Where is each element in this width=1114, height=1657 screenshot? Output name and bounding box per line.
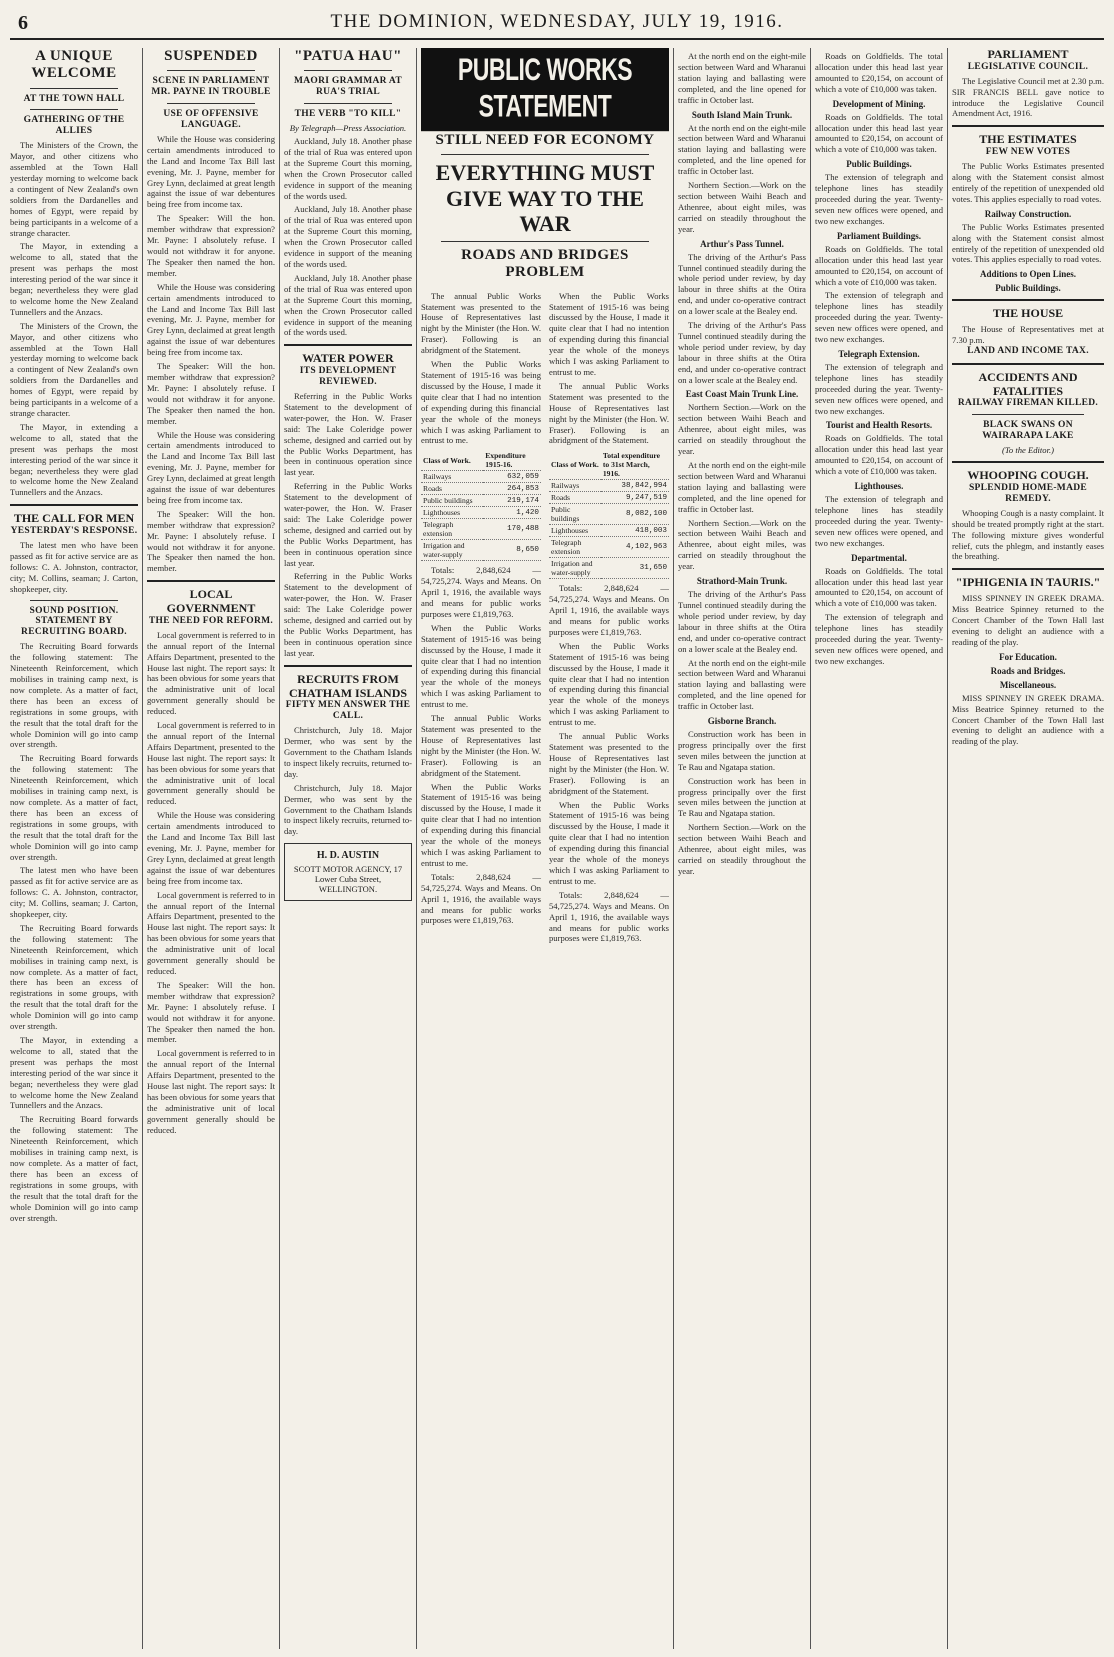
table-row	[549, 504, 669, 525]
article-text: At the north end on the eight-mile section between Ward and Wharanui station laying and ballasting were completed, and the line opened for traffic in October last.	[678, 460, 806, 514]
article-text: The Recruiting Board forwards the following statement: The Nineteenth Reinforcement, which mobilises in training camp next, is now complete. As a matter of fact, there has been an excess of registrations in some groups, with the result that the total draft for the whole Dominion will go into camp over strength.	[10, 922, 138, 1032]
newspaper-page	[10, 8, 1104, 1649]
article-text: When the Public Works Statement of 1915-16 was being discussed by the House, I made it quite clear that I had no intention of expending during this financial year the whole of the moneys which I was asking Parliament to entrust to me.	[549, 799, 669, 886]
article-text: The Recruiting Board forwards the following statement: The Nineteenth Reinforcement, which mobilises in training camp next, is now complete. As a matter of fact, there has been an excess of registrations in some groups, with the result that the total draft for the whole Dominion will go into camp over strength.	[10, 641, 138, 750]
article-text: Construction work has been in progress principally over the first seven miles between the junction at Te Rau and Ngatapa station.	[678, 729, 806, 772]
article-text: The Public Works Estimates presented along with the Statement consist almost entirely of the repetition of unexpended old votes. This applies especially to road votes.	[952, 221, 1104, 265]
article-text: While the House was considering certain amendments introduced to the Land and Income Tax Bill last evening, Mr. J. Payne, member for Grey Lynn, declaimed at great length against the issue of war debentures being free from income tax.	[147, 281, 275, 358]
article-text: The extension of telegraph and telephone lines has steadily proceeded during the year. Twenty-seven new offices were opened, and two new exchanges.	[815, 612, 943, 666]
article-text: The Public Works Estimates presented along with the Statement consist almost entirely of the repetition of unexpended old votes. This applies especially to road votes.	[952, 161, 1104, 204]
table-cell: 418,003	[601, 525, 669, 537]
deck-economy: STILL NEED FOR ECONOMY	[435, 132, 655, 148]
article-text: Roads on Goldfields. The total allocation under this head last year amounted to £20,154, on account of which a vote of £10,000 was taken.	[815, 111, 943, 155]
table-cell: Lighthouses	[549, 525, 601, 537]
article-text: The Recruiting Board forwards the following statement: The Nineteenth Reinforcement, which mobilises in training camp next, is now complete. As a matter of fact, there has been an excess of registrations in some groups, with the result that the total draft for the whole Dominion will go into camp over strength.	[10, 753, 138, 862]
table-cell: 38,842,994	[601, 480, 669, 492]
table-row	[421, 483, 541, 495]
subhead-remedy: SPLENDID HOME-MADE REMEDY.	[968, 483, 1088, 504]
article-text: The driving of the Arthur's Pass Tunnel continued steadily during the whole period under review, by day labour in three shifts at the Otira end, and under co-operative contract on a lower scale at the Bealey end.	[678, 320, 806, 385]
article-text: The latest men who have been passed as fit for active service are as follows: C. A. Johnston, contractor, city; M. Collins, seaman; J. Carton, shopkeeper, city.	[10, 539, 138, 594]
article-text: While the House was considering certain amendments introduced to the Land and Income Tax Bill last evening, Mr. J. Payne, member for Grey Lynn, declaimed at great length against the issue of war debentures being free from income tax.	[147, 429, 275, 505]
subhead-reform: THE NEED FOR REFORM.	[148, 615, 274, 626]
table-row	[549, 492, 669, 504]
table-row	[549, 558, 669, 579]
article-text: At the north end on the eight-mile section between Ward and Wharanui station laying and ballasting were completed, and the line opened for traffic in October last.	[678, 122, 806, 177]
article-text: The House of Representatives met at 7.30 p.m.	[952, 324, 1104, 346]
article-text: Referring in the Public Works Statement to the development of water-power, the Hon. W. Fraser said: The Lake Coleridge power scheme, designed and carried out by the Public Works Department, has been in continuous operation since last year.	[284, 481, 412, 568]
article-text: Northern Section.—Work on the section between Waihi Beach and Athenree, about eight miles, was carried on steadily throughout the year.	[678, 180, 806, 234]
article-text: The Ministers of the Crown, the Mayor, and other citizens who assembled at the Town Hall yesterday morning to welcome back a contingent of New Zealand's own soldiers from the Dardanelles and homes of Egypt, were repaid by being participants in a welcome of a strange character.	[10, 140, 138, 238]
article-text: The Speaker: Will the hon. member withdraw that expression? Mr. Payne: I absolutely refuse. I would not withdraw it for anyone. The Speaker then named the hon. member.	[147, 213, 275, 278]
article-text: Roads on Goldfields. The total allocation under this head last year amounted to £20,154, on account of which a vote of £10,000 was taken.	[815, 433, 943, 477]
table-cell: Railways	[549, 480, 601, 492]
article-text: The Ministers of the Crown, the Mayor, and other citizens who assembled at the Town Hall yesterday morning to welcome back a contingent of New Zealand's own soldiers from the Dardanelles and homes of Egypt, were repaid by being participants in a welcome of a strange character.	[10, 320, 138, 419]
ad-name: H. D. AUSTIN	[316, 850, 380, 862]
article-text: The driving of the Arthur's Pass Tunnel continued steadily during the whole period under review, by day labour in three shifts at the Otira end, and under co-operative contract on a lower scale at the Bealey end.	[678, 589, 806, 654]
article-text: MISS SPINNEY IN GREEK DRAMA. Miss Beatrice Spinney returned to the Concert Chamber of the Town Hall last evening to delight an audience with a reading of the play.	[952, 593, 1104, 647]
subhead-fireman: RAILWAY FIREMAN KILLED.	[957, 398, 1099, 409]
article-text: Local government is referred to in the annual report of the Internal Affairs Department, presented to the House last night. The report says: It has been obvious for some years that the administrative unit of local government generally should be reduced.	[147, 1048, 275, 1135]
subhead: Lighthouses.	[854, 481, 904, 492]
subhead-response: YESTERDAY'S RESPONSE.	[10, 526, 138, 537]
article-text: Christchurch, July 18. Major Dermer, who was sent by the Government to the Chatham Islands to inspect likely recruits, returned to-day.	[284, 782, 412, 837]
article-text: When the Public Works Statement of 1915-16 was being discussed by the House, I made it quite clear that I had no intention of expending during this financial year the whole of the moneys which I was asking Parliament to entrust to me.	[549, 640, 669, 728]
article-text: The annual Public Works Statement was presented to the House of Representatives last night by the Minister (the Hon. W. Fraser). Following is an abridgment of the Statement.	[549, 380, 669, 446]
article-text: Northern Section.—Work on the section between Waihi Beach and Athenree, about eight miles, was carried on steadily throughout the year.	[678, 822, 806, 876]
subhead: East Coast Main Trunk Line.	[685, 389, 799, 400]
table-row	[549, 525, 669, 537]
column-3	[284, 48, 412, 1649]
subhead: Gisborne Branch.	[707, 716, 777, 727]
subhead-recruiting-board: STATEMENT BY RECRUITING BOARD.	[21, 616, 127, 638]
article-text: Local government is referred to in the annual report of the Internal Affairs Department, presented to the House last night. The report says: It has been obvious for some years that the administrative unit of local government generally should be reduced.	[147, 629, 275, 717]
article-text: Totals: 2,848,624 — 54,725,274. Ways and Means. On April 1, 1916, the available ways and means for public works purposes were £1,819,763.	[549, 889, 669, 944]
article-text: Whooping Cough is a nasty complaint. It should be treated promptly right at the start. The following mixture gives wonderful relief, cuts the phlegm, and instantly eases the breathing.	[952, 507, 1104, 562]
column-2	[147, 48, 275, 1649]
article-text: The extension of telegraph and telephone lines has steadily proceeded during the year. Twenty-seven new offices were opened, and two new exchanges.	[815, 290, 943, 345]
table-cell: Irrigation and water-supply	[549, 558, 601, 579]
table-cell: Public buildings	[549, 504, 601, 525]
page-number: 6	[18, 12, 28, 34]
newspaper-title: THE DOMINION, WEDNESDAY, JULY 19, 1916.	[330, 11, 784, 32]
subhead: Strathord-Main Trunk.	[696, 576, 788, 587]
article-text: When the Public Works Statement of 1915-16 was being discussed by the House, I made it quite clear that I had no intention of expending during this financial year the whole of the moneys which I was asking Parliament to entrust to me.	[421, 359, 541, 446]
headline-whooping-cough: WHOOPING COUGH.	[967, 468, 1089, 483]
subhead-verb: THE VERB "TO KILL"	[294, 109, 402, 120]
article-text: The Mayor, in extending a welcome to all, stated that the present was perhaps the most interesting period of the war since it began; nevertheless they were glad to welcome home the New Zealand Tunnellers and the Anzacs.	[10, 421, 138, 498]
table-cell: Lighthouses	[421, 507, 483, 519]
article-text: The Speaker: Will the hon. member withdraw that expression? Mr. Payne: I absolutely refuse. I would not withdraw it for anyone. The Speaker then named the hon. member.	[147, 979, 275, 1045]
subhead-scene: SCENE IN PARLIAMENT	[152, 76, 270, 87]
subhead: Development of Mining.	[832, 98, 926, 109]
article-text: At the north end on the eight-mile section between Ward and Wharanui station laying and ballasting were completed, and the line opened for traffic in October last.	[678, 657, 806, 712]
subhead: Roads and Bridges.	[990, 665, 1066, 676]
headline-parliament: PARLIAMENT	[987, 48, 1069, 61]
byline: By Telegraph—Press Association.	[289, 123, 407, 134]
article-text: The annual Public Works Statement was presented to the House of Representatives last night by the Minister (the Hon. W. Fraser). Following is an abridgment of the Statement.	[421, 713, 541, 778]
article-text: Northern Section.—Work on the section between Waihi Beach and Athenree, about eight miles, was carried on steadily throughout the year.	[678, 402, 806, 457]
table-header: Total expenditure to 31st March, 1916.	[601, 450, 669, 480]
subhead-town-hall: AT THE TOWN HALL	[23, 93, 125, 104]
article-text: The Speaker: Will the hon. member withdraw that expression? Mr. Payne: I absolutely refuse. I would not withdraw it for anyone. The Speaker then named the hon. member.	[147, 361, 275, 426]
article-text: When the Public Works Statement of 1915-16 was being discussed by the House, I made it quite clear that I had no intention of expending during this financial year the whole of the moneys which I was asking Parliament to entrust to me.	[421, 622, 541, 710]
article-text: The extension of telegraph and telephone lines has steadily proceeded during the year. Twenty-seven new offices were opened, and two new exchanges.	[815, 172, 943, 226]
article-text: The extension of telegraph and telephone lines has steadily proceeded during the year. Twenty-seven new offices were opened, and two new exchanges.	[815, 494, 943, 548]
article-text: When the Public Works Statement of 1915-16 was being discussed by the House, I made it quite clear that I had no intention of expending during this financial year the whole of the moneys which I was asking Parliament to entrust to me.	[549, 290, 669, 377]
deck-roads-bridges: ROADS AND BRIDGES PROBLEM	[461, 247, 629, 281]
headline-call-for-men: THE CALL FOR MEN	[13, 511, 135, 526]
article-text: Local government is referred to in the annual report of the Internal Affairs Department, presented to the House last night. The report says: It has been obvious for some years that the administrative unit of local government generally should be reduced.	[147, 720, 275, 807]
headline-the-house: THE HOUSE	[992, 306, 1064, 321]
article-text: The Speaker: Will the hon. member withdraw that expression? Mr. Payne: I absolutely refuse. I would not withdraw it for anyone. The Speaker then named the hon. member.	[147, 508, 275, 574]
headline-suspended: SUSPENDED	[164, 48, 258, 64]
article-text: Totals: 2,848,624 — 54,725,274. Ways and Means. On April 1, 1916, the available ways and means for public works purposes were £1,819,763.	[421, 565, 541, 619]
table-cell: 8,650	[483, 540, 541, 561]
table-cell: 264,853	[483, 483, 541, 495]
table-cell: Railways	[421, 471, 483, 483]
table-cell: 219,174	[483, 495, 541, 507]
banner-public-works: PUBLIC WORKS STATEMENT	[421, 48, 669, 131]
column-6	[815, 48, 943, 1649]
table-header: Class of Work.	[421, 450, 483, 471]
column-5	[678, 48, 806, 1649]
ad-address: SCOTT MOTOR AGENCY, 17 Lower Cuba Street, WELLINGTON.	[293, 864, 403, 895]
table-header: Expenditure 1915-16.	[483, 450, 541, 471]
table-row	[549, 480, 669, 492]
table-cell: 8,082,100	[601, 504, 669, 525]
subhead-development: ITS DEVELOPMENT REVIEWED.	[299, 366, 397, 388]
headline-water-power: WATER POWER	[302, 351, 394, 366]
subhead-black-swans: BLACK SWANS ON WAIRARAPA LAKE	[982, 420, 1074, 442]
article-text: The annual Public Works Statement was presented to the House of Representatives last night by the Minister (the Hon. W. Fraser). Following is an abridgment of the Statement.	[421, 290, 541, 356]
subhead: Public Buildings.	[846, 159, 912, 170]
headline-unique-welcome: A UNIQUE WELCOME	[31, 48, 117, 82]
table-cell: 9,247,519	[601, 492, 669, 504]
table-cell: Irrigation and water-supply	[421, 540, 483, 561]
table-row	[421, 519, 541, 540]
subhead-fifty-men: FIFTY MEN ANSWER THE CALL.	[285, 700, 411, 722]
table-row	[421, 495, 541, 507]
expenditure-total-table	[549, 450, 669, 579]
article-text: The extension of telegraph and telephone lines has steadily proceeded during the year. Twenty-seven new offices were opened, and two new exchanges.	[815, 361, 943, 416]
table-cell: 31,650	[601, 558, 669, 579]
table-row	[421, 540, 541, 561]
article-text: The Mayor, in extending a welcome to all, stated that the present was perhaps the most interesting period of the war since it began; nevertheless they were glad to welcome home the New Zealand Tunnellers and the Anzacs.	[10, 1035, 138, 1111]
article-text: Roads on Goldfields. The total allocation under this head last year amounted to £20,154, on account of which a vote of £10,000 was taken.	[815, 243, 943, 287]
subhead-offensive: USE OF OFFENSIVE LANGUAGE.	[163, 109, 259, 131]
table-cell: Telegraph extension	[549, 537, 601, 558]
article-text: The latest men who have been passed as fit for active service are as follows: C. A. Johnston, contractor, city; M. Collins, seaman; J. Carton, shopkeeper, city.	[10, 865, 138, 920]
subhead: South Island Main Trunk.	[691, 109, 793, 120]
masthead	[10, 8, 1104, 40]
article-text: The Mayor, in extending a welcome to all, stated that the present was perhaps the most interesting period of the war since it began; nevertheless they were glad to welcome home the New Zealand Tunnellers and the Anzacs.	[10, 241, 138, 317]
headline-estimates: THE ESTIMATES	[979, 132, 1077, 147]
table-cell: Roads	[549, 492, 601, 504]
article-text: Referring in the Public Works Statement to the development of water-power, the Hon. W. Fraser said: The Lake Coleridge power scheme, designed and carried out by the Public Works Department, has been in continuous operation since last year.	[284, 571, 412, 658]
subhead: Telegraph Extension.	[838, 348, 920, 359]
subhead: For Education.	[999, 651, 1057, 662]
article-text: Auckland, July 18. Another phase of the trial of Rua was entered upon at the Supreme Court this morning, when the Crown Prosecutor called evidence in support of the meaning of the words used.	[284, 272, 412, 338]
subhead: Parliament Buildings.	[836, 230, 921, 241]
article-text: Roads on Goldfields. The total allocation under this head last year amounted to £20,154, on account of which a vote of £10,000 was taken.	[815, 565, 943, 609]
subhead-payne: MR. PAYNE IN TROUBLE	[151, 87, 271, 98]
article-text: The driving of the Arthur's Pass Tunnel continued steadily during the whole period under review, by day labour in three shifts at the Otira end, and under co-operative contract on a lower scale at the Bealey end.	[678, 251, 806, 317]
advertisement	[284, 843, 412, 901]
article-text: Totals: 2,848,624 — 54,725,274. Ways and Means. On April 1, 1916, the available ways and means for public works purposes were £1,819,763.	[549, 583, 669, 637]
article-text: While the House was considering certain amendments introduced to the Land and Income Tax Bill last evening, Mr. J. Payne, member for Grey Lynn, declaimed at great length against the issue of war debentures being free from income tax.	[147, 810, 275, 886]
subhead-new-votes: FEW NEW VOTES	[985, 147, 1071, 158]
table-cell: 170,488	[483, 519, 541, 540]
article-text: Local government is referred to in the annual report of the Internal Affairs Department, presented to the House last night. The report says: It has been obvious for some years that the administrative unit of local government generally should be reduced.	[147, 889, 275, 976]
byline: (To the Editor.)	[1002, 445, 1054, 456]
table-cell: Telegraph extension	[421, 519, 483, 540]
article-text: The Recruiting Board forwards the following statement: The Nineteenth Reinforcement, which mobilises in training camp next, is now complete. As a matter of fact, there has been an excess of registrations in some groups, with the result that the total draft for the whole Dominion will go into camp over strength.	[10, 1114, 138, 1223]
table-cell: 4,102,963	[601, 537, 669, 558]
table-cell: Public buildings	[421, 495, 483, 507]
subhead: Departmental.	[851, 552, 907, 563]
table-cell: Roads	[421, 483, 483, 495]
subhead: Additions to Open Lines.	[979, 269, 1077, 280]
table-cell: 632,059	[483, 471, 541, 483]
subhead-land-income: LAND AND INCOME TAX.	[967, 345, 1089, 356]
column-4	[421, 48, 669, 1649]
article-text: Auckland, July 18. Another phase of the trial of Rua was entered upon at the Supreme Court this morning, when the Crown Prosecutor called evidence in support of the meaning of the words used.	[284, 204, 412, 269]
article-text: Auckland, July 18. Another phase of the trial of Rua was entered upon at the Supreme Court this morning, when the Crown Prosecutor called evidence in support of the meaning of the words used.	[284, 136, 412, 201]
subhead-sound-position: SOUND POSITION.	[29, 605, 119, 616]
table-row	[549, 537, 669, 558]
subhead-legislative: LEGISLATIVE COUNCIL.	[967, 61, 1089, 72]
article-text: While the House was considering certain amendments introduced to the Land and Income Tax Bill last evening, Mr. J. Payne, member for Grey Lynn, declaimed at great length against the issue of war debentures being free from income tax.	[147, 133, 275, 210]
article-text: The annual Public Works Statement was presented to the House of Representatives last night by the Minister (the Hon. W. Fraser). Following is an abridgment of the Statement.	[549, 731, 669, 796]
headline-iphigenia: "IPHIGENIA IN TAURIS."	[955, 575, 1101, 590]
subhead: Tourist and Health Resorts.	[825, 420, 933, 431]
subhead-allies: GATHERING OF THE ALLIES	[23, 115, 125, 137]
article-text: Northern Section.—Work on the section between Waihi Beach and Athenree, about eight miles, was carried on steadily throughout the year.	[678, 517, 806, 572]
column-1	[10, 48, 138, 1649]
subhead: Arthur's Pass Tunnel.	[700, 238, 784, 249]
table-cell: 1,420	[483, 507, 541, 519]
headline-patua-hau: "PATUA HAU"	[294, 48, 402, 64]
article-text: Referring in the Public Works Statement to the development of water-power, the Hon. W. Fraser said: The Lake Coleridge power scheme, designed and carried out by the Public Works Department, has been in continuous operation since last year.	[284, 390, 412, 478]
headline-local-government: LOCAL GOVERNMENT	[166, 587, 256, 616]
subhead: Public Buildings.	[995, 283, 1061, 294]
subhead-maori-grammar: MAORI GRAMMAR AT RUA'S TRIAL	[293, 76, 403, 98]
deck-give-way: EVERYTHING MUST GIVE WAY TO THE WAR	[435, 160, 655, 236]
article-text: Totals: 2,848,624 — 54,725,274. Ways and Means. On April 1, 1916, the available ways and means for public works purposes were £1,819,763.	[421, 871, 541, 926]
expenditure-table	[421, 450, 541, 561]
column-7	[952, 48, 1104, 1649]
headline-chatham-recruits: RECRUITS FROM CHATHAM ISLANDS	[288, 671, 408, 700]
article-text: Roads on Goldfields. The total allocation under this head last year amounted to £20,154, on account of which a vote of £10,000 was taken.	[815, 51, 943, 94]
headline-accidents: ACCIDENTS AND FATALITIES	[978, 369, 1078, 398]
table-header: Class of Work.	[549, 450, 601, 480]
article-text: Christchurch, July 18. Major Dermer, who was sent by the Government to the Chatham Islands to inspect likely recruits, returned to-day.	[284, 725, 412, 779]
article-text: MISS SPINNEY IN GREEK DRAMA. Miss Beatrice Spinney returned to the Concert Chamber of the Town Hall last evening to delight an audience with a reading of the play.	[952, 692, 1104, 747]
article-text: At the north end on the eight-mile section between Ward and Wharanui station laying and ballasting were completed, and the line opened for traffic in October last.	[678, 51, 806, 105]
table-row	[421, 507, 541, 519]
article-text: When the Public Works Statement of 1915-16 was being discussed by the House, I made it quite clear that I had no intention of expending during this financial year the whole of the moneys which I was asking Parliament to entrust to me.	[421, 781, 541, 868]
subhead: Miscellaneous.	[999, 679, 1057, 690]
article-text: The Legislative Council met at 2.30 p.m. SIR FRANCIS BELL gave notice to introduce the Legislative Council Amendment Act, 1916.	[952, 75, 1104, 119]
table-row	[421, 471, 541, 483]
subhead: Railway Construction.	[984, 208, 1072, 219]
article-text: Construction work has been in progress principally over the first seven miles between the junction at Te Rau and Ngatapa station.	[678, 775, 806, 819]
